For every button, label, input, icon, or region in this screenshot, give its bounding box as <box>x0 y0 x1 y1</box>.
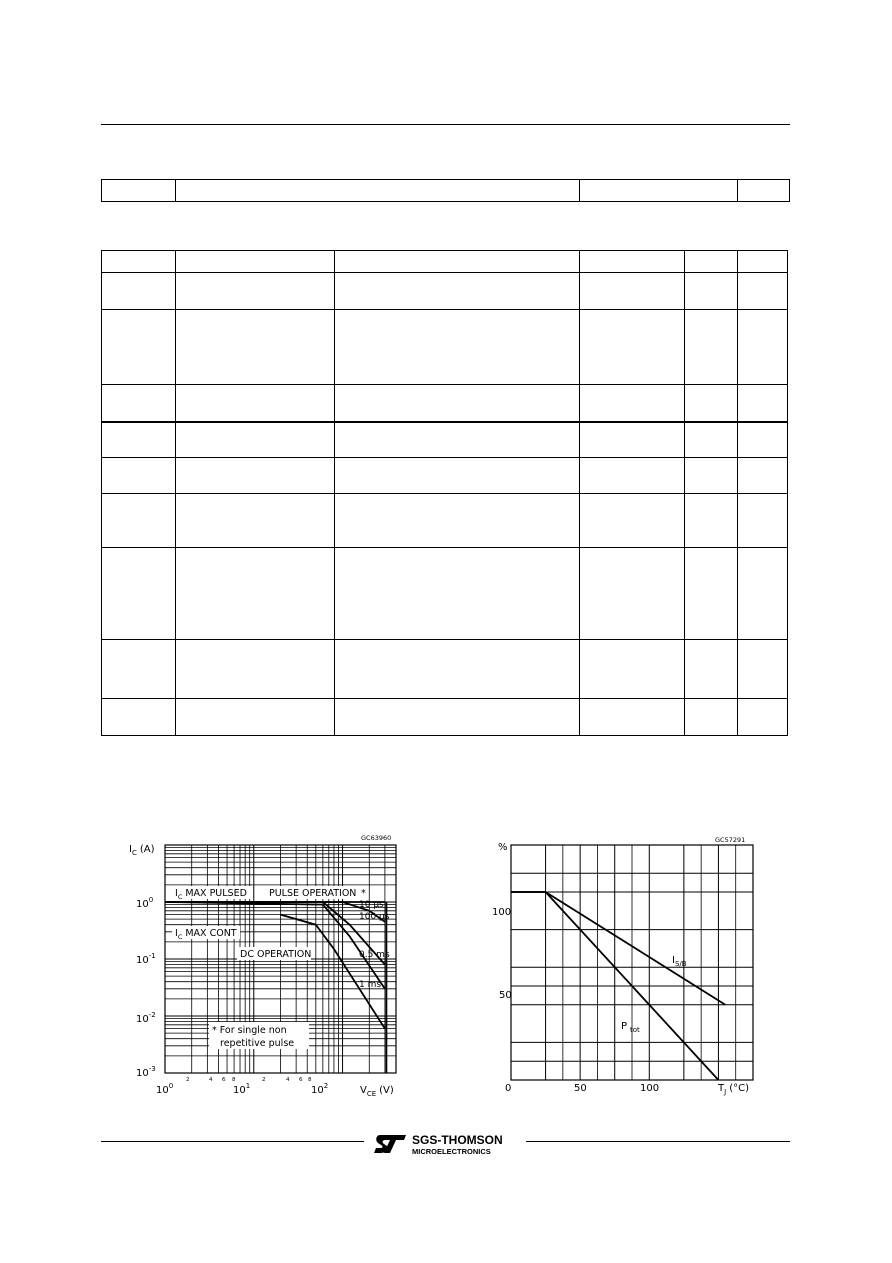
table-row <box>102 494 788 548</box>
header-rule <box>101 124 790 125</box>
x-minor-tick-label: 6 <box>222 1077 226 1083</box>
table-cell <box>580 180 738 202</box>
chart-grid <box>511 845 753 1080</box>
x-tick-label: $10^2$ <box>311 1082 329 1096</box>
table-cell <box>102 180 176 202</box>
y-tick-label: $10^{-2}$ <box>136 1011 156 1025</box>
x-minor-tick-label: 8 <box>308 1077 312 1083</box>
electrical-characteristics-table <box>101 250 788 736</box>
table-row <box>102 699 788 736</box>
x-axis-label: $T_J$ (°C) <box>718 1083 749 1096</box>
table-row <box>102 548 788 640</box>
table-row <box>102 310 788 385</box>
thermal-data-table <box>101 179 790 202</box>
table-row <box>102 640 788 699</box>
x-minor-tick-label: 8 <box>232 1077 236 1083</box>
series-label: P $_{tot}$ <box>621 1021 640 1034</box>
series-label: 100 µs <box>359 912 390 922</box>
st-logo-icon <box>374 1135 406 1153</box>
pulse-operation-label: PULSE OPERATION <box>269 888 357 899</box>
dc-operation-label: DC OPERATION <box>240 949 312 960</box>
table-row <box>102 273 788 310</box>
x-tick-label: 50 <box>574 1083 587 1094</box>
x-tick-label: 100 <box>640 1083 660 1094</box>
table-row <box>102 422 788 458</box>
y-axis-label: $I_C$ (A) <box>129 844 155 857</box>
x-minor-tick-label: 2 <box>186 1077 190 1083</box>
footnote-line1: * For single non <box>212 1025 287 1036</box>
logo-sub: MICROELECTRONICS <box>412 1147 491 1156</box>
series-label: 1 ms <box>359 980 382 990</box>
series-label: 10 µs <box>359 900 384 910</box>
series-label: 0.5 ms <box>359 950 390 960</box>
series-label: $I_{S/B}$ <box>672 955 687 968</box>
derating-curves-chart <box>490 832 770 1100</box>
y-tick-label: $10^0$ <box>136 896 154 910</box>
footnote-line2: repetitive pulse <box>220 1038 295 1049</box>
safe-operating-area-chart <box>120 832 410 1100</box>
y-tick-label: 100 <box>492 907 512 918</box>
x-minor-tick-label: 6 <box>299 1077 303 1083</box>
logo-brand: SGS-THOMSON <box>412 1133 503 1147</box>
table-row <box>102 458 788 494</box>
x-minor-tick-label: 4 <box>209 1077 213 1083</box>
footer-rule-right <box>526 1141 790 1142</box>
y-axis-label: % <box>498 842 508 853</box>
ic-max-cont-label: $I_C$ MAX CONT <box>175 928 237 941</box>
x-axis-label: $V_{CE}$ (V) <box>360 1085 394 1098</box>
x-minor-tick-label: 4 <box>286 1077 290 1083</box>
table-row <box>102 385 788 422</box>
y-tick-label: $10^{-1}$ <box>136 952 156 966</box>
table-cell <box>176 180 580 202</box>
asterisk-label: * <box>361 888 366 899</box>
table-cell <box>738 180 790 202</box>
x-tick-label: $10^1$ <box>233 1082 251 1096</box>
x-tick-label: 0 <box>505 1083 512 1094</box>
table-row <box>102 251 788 273</box>
series-line <box>511 892 725 1005</box>
footer-rule-left <box>101 1141 364 1142</box>
table-row <box>102 180 790 202</box>
y-tick-label: 50 <box>499 990 512 1001</box>
ic-max-pulsed-label: $I_C$ MAX PULSED <box>175 888 247 901</box>
y-tick-label: $10^{-3}$ <box>136 1065 156 1079</box>
x-tick-label: $10^0$ <box>156 1082 174 1096</box>
company-logo <box>372 1131 522 1157</box>
figure-code: GC57291 <box>715 836 746 844</box>
x-minor-tick-label: 2 <box>262 1077 266 1083</box>
figure-code: GC63960 <box>361 834 392 842</box>
